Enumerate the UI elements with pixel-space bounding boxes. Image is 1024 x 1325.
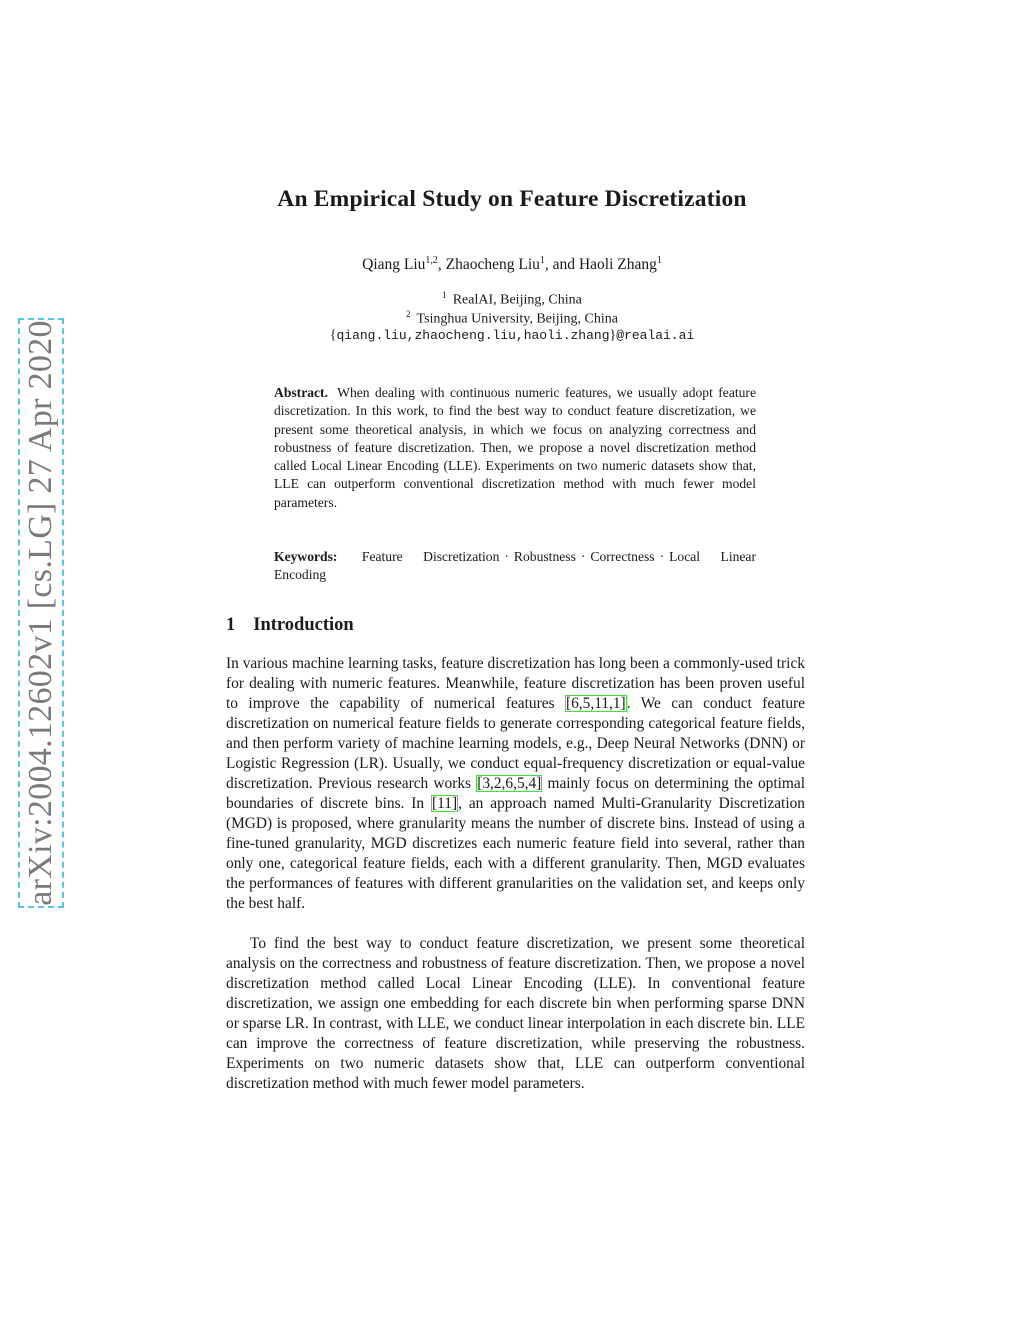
affiliation-number: 1 (442, 290, 447, 300)
paper-title: An Empirical Study on Feature Discretization (277, 186, 747, 212)
affiliation-text: RealAI, Beijing, China (452, 292, 582, 308)
abstract (274, 384, 756, 512)
keyword: Feature Discretization (361, 549, 500, 564)
author-emails[interactable] (0, 328, 1024, 344)
affiliation-text: Tsinghua University, Beijing, China (416, 311, 618, 327)
section-heading (226, 615, 354, 636)
affiliation (0, 309, 1024, 328)
intro-paragraph: To find the best way to conduct feature discretization, we present some theoretical analysis on the correctness and robustness of feature discretization. Then, we propose a novel discretization method called Local Linear Encoding (LLE). In conventional feature discretization, we assign one embedding for each discrete bin when performing sparse DNN or sparse LR. In contrast, with LLE, we conduct linear interpolation in each discrete bin. LLE can improve the correctness of feature discretization, while preserving the robustness. Experiments on two numeric datasets show that, LLE can outperform conventional discretization method with much fewer model parameters. (226, 935, 805, 1092)
paragraph-text: In various machine learning tasks, feature discretization has long been a commonly-used trick for dealing with numeric features. Meanwhile, feature discretization has been proven useful to improve the capability of numerical features (226, 655, 805, 712)
keyword: Robustness (513, 549, 576, 564)
arxiv-identifier: arXiv:2004.12602v1 [cs.LG] 27 Apr 2020 (22, 320, 59, 906)
keyword-separator: · (580, 549, 586, 564)
author-affiliation-mark: 1 (539, 255, 545, 266)
abstract-text: When dealing with continuous numeric features, we usually adopt feature discretization. In this work, to find the best way to conduct feature discretization, we present some theoretical analysis, in which we focus on analyzing correctness and robustness of feature discretization. Then, we propose a novel discretization method called Local Linear Encoding (LLE). Experiments on two numeric datasets show that, LLE can outperform conventional discretization method with much fewer model parameters. (274, 385, 756, 510)
arxiv-stamp[interactable] (18, 318, 64, 908)
author-separator: , (437, 256, 446, 274)
affiliation (0, 290, 1024, 309)
author-connector: , and (544, 256, 579, 274)
citation-link[interactable]: [3,2,6,5,4] (477, 775, 542, 792)
section-number: 1 (226, 615, 236, 635)
citation-link[interactable]: [6,5,11,1] (565, 695, 626, 712)
author-affiliation-mark: 1,2 (425, 255, 438, 266)
email-domain: @realai.ai (616, 328, 695, 343)
abstract-label: Abstract. (274, 385, 328, 400)
section-title: Introduction (253, 615, 354, 635)
email-close-brace: } (609, 328, 617, 343)
paragraph-text: . We can conduct feature discretization on numerical feature fields to generate corresponding categorical feature fields, and then perform variety of machine learning models, e.g., Deep Neural Networks (DNN) or Logistic Regression (LR). Usually, we conduct equal-frequency discretization or equal-value discretization. Previous research works (226, 695, 805, 792)
keyword-separator: · (504, 549, 509, 564)
paragraph-text: mainly focus on determining the optimal boundaries of discrete bins. In (226, 775, 806, 812)
keyword: Local Linear Encoding (274, 549, 756, 583)
affiliation-number: 2 (406, 309, 411, 319)
keywords (274, 548, 756, 585)
citation-link[interactable]: [11] (432, 795, 458, 812)
author-name: Haoli Zhang (578, 256, 657, 274)
author-name: Qiang Liu (362, 256, 426, 274)
email-open-brace: { (329, 328, 337, 343)
email-users: qiang.liu,zhaocheng.liu,haoli.zhang (336, 328, 610, 343)
keyword: Correctness (590, 549, 655, 564)
author-name: Zhaocheng Liu (445, 256, 540, 274)
keywords-label: Keywords: (274, 549, 338, 564)
keyword-separator: · (659, 549, 665, 564)
intro-paragraph (226, 654, 805, 914)
author-list (0, 255, 1024, 274)
author-affiliation-mark: 1 (656, 255, 662, 266)
paragraph-text: , an approach named Multi-Granularity Discretization (MGD) is proposed, where granularity means the number of discrete bins. Instead of using a fine-tuned granularity, MGD discretizes each numeric feature field into several, rather than only one, categorical feature fields, each with a different granularity. Then, MGD evaluates the performances of features with different granularities on the validation set, and keeps only the best half. (226, 795, 805, 912)
